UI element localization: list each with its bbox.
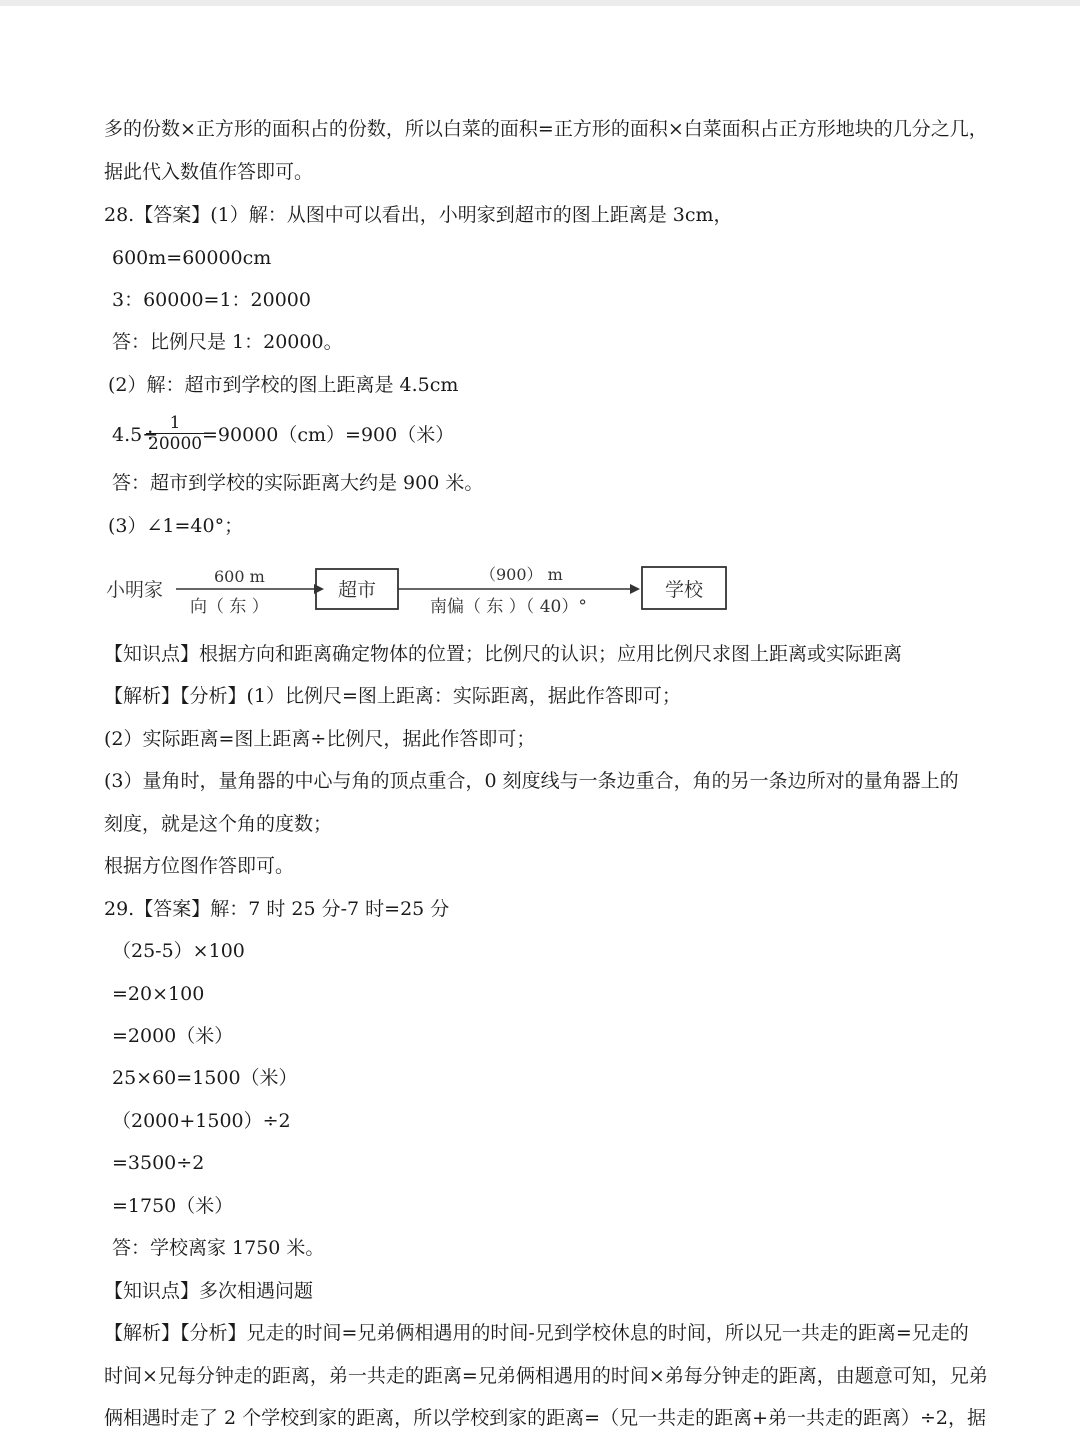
fraction-numerator: 1 bbox=[169, 413, 181, 433]
answer-29-heading: 29.【答案】解：7 时 25 分-7 时=25 分 bbox=[104, 898, 450, 920]
text-line: 答：比例尺是 1：20000。 bbox=[112, 331, 343, 353]
supermarket-label: 超市 bbox=[337, 579, 377, 601]
analysis-line: 俩相遇时走了 2 个学校到家的距离，所以学校到家的距离=（兄一共走的距离+弟一共走的距离）÷2，据 bbox=[104, 1407, 987, 1429]
segment-2-distance: （900） m bbox=[480, 565, 563, 584]
text-line: 据此代入数值作答即可。 bbox=[104, 161, 314, 183]
fraction bbox=[146, 413, 204, 454]
text-line: （2000+1500）÷2 bbox=[112, 1110, 291, 1132]
text-line: 3：60000=1：20000 bbox=[112, 289, 311, 311]
knowledge-point: 【知识点】根据方向和距离确定物体的位置；比例尺的认识；应用比例尺求图上距离或实际距离 bbox=[104, 643, 903, 665]
analysis-line: 【解析】【分析】(1）比例尺=图上距离：实际距离，据此作答即可； bbox=[104, 685, 681, 707]
segment-2-arrowhead bbox=[630, 584, 640, 594]
text-line: =3500÷2 bbox=[112, 1152, 205, 1174]
text-line: =20×100 bbox=[112, 983, 205, 1005]
text-line: 多的份数×正方形的面积占的份数，所以白菜的面积=正方形的面积×白菜面积占正方形地块的几分之几， bbox=[104, 118, 988, 140]
analysis-line: (2）实际距离=图上距离÷比例尺，据此作答即可； bbox=[104, 728, 536, 750]
fraction-expression-prefix: 4.5÷ bbox=[112, 424, 159, 446]
text-line: (3）∠1=40°； bbox=[108, 515, 244, 537]
text-line: =1750（米） bbox=[112, 1195, 234, 1217]
segment-2-direction: 南偏（ 东 ）（ 40）° bbox=[430, 597, 587, 617]
segment-1-distance: 600 m bbox=[214, 567, 265, 586]
text-line: 答：超市到学校的实际距离大约是 900 米。 bbox=[112, 472, 484, 494]
segment-1-direction: 向（ 东 ） bbox=[190, 597, 269, 617]
analysis-line: 刻度，就是这个角的度数； bbox=[104, 813, 333, 835]
analysis-line: 时间×兄每分钟走的距离，弟一共走的距离=兄弟俩相遇用的时间×弟每分钟走的距离，由题意可知，兄弟 bbox=[104, 1365, 988, 1387]
answer-28-heading: 28.【答案】(1）解：从图中可以看出，小明家到超市的图上距离是 3cm， bbox=[104, 204, 733, 226]
analysis-line: (3）量角时，量角器的中心与角的顶点重合，0 刻度线与一条边重合，角的另一条边所对的量角器上的 bbox=[104, 770, 959, 792]
text-line: 25×60=1500（米） bbox=[112, 1067, 298, 1089]
direction-diagram bbox=[104, 556, 744, 626]
text-line: 答：学校离家 1750 米。 bbox=[112, 1237, 325, 1259]
fraction-expression-suffix: =90000（cm）=900（米） bbox=[202, 424, 455, 446]
knowledge-point: 【知识点】多次相遇问题 bbox=[104, 1280, 314, 1302]
fraction-denominator: 20000 bbox=[148, 434, 203, 454]
text-line: (2）解：超市到学校的图上距离是 4.5cm bbox=[108, 374, 459, 396]
top-edge bbox=[0, 0, 1080, 6]
text-line: （25-5）×100 bbox=[112, 940, 245, 962]
school-label: 学校 bbox=[664, 579, 704, 601]
analysis-line: 根据方位图作答即可。 bbox=[104, 855, 295, 877]
text-line: 600m=60000cm bbox=[112, 247, 272, 269]
diagram-start-label: 小明家 bbox=[106, 579, 164, 601]
text-line: =2000（米） bbox=[112, 1025, 234, 1047]
analysis-line: 【解析】【分析】兄走的时间=兄弟俩相遇用的时间-兄到学校休息的时间，所以兄一共走的距离=兄走的 bbox=[104, 1322, 969, 1344]
